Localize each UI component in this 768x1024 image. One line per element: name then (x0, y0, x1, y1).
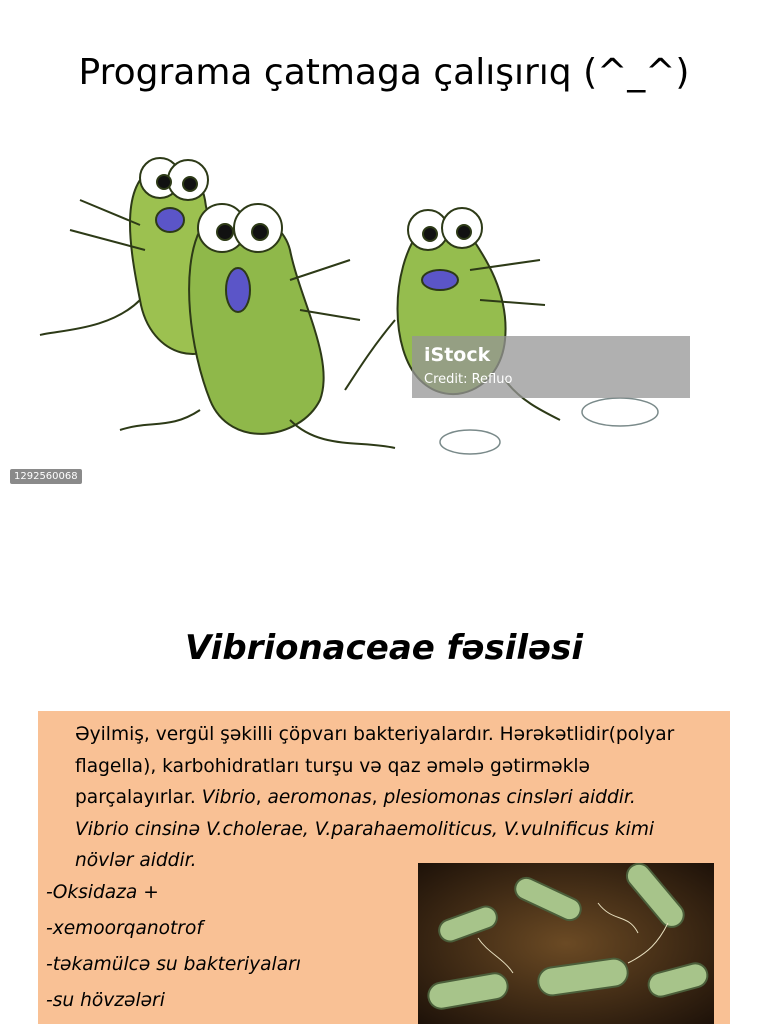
section-heading: Vibrionaceae fəsiləsi (184, 628, 584, 668)
list-item: -Oksidaza + (46, 882, 159, 903)
list-item: -su hövzələri (46, 990, 165, 1011)
genus-vibrio: Vibrio (201, 787, 256, 808)
separator: , (371, 787, 378, 808)
paragraph-text: Əyilmiş, vergül şəkilli çöpvarı bakteriyalardır. Hərəkətlidir(polyar flagella), karbohidratları turşu və qaz əmələ gətirməklə parçalayırlar. (75, 724, 675, 808)
separator: , (255, 787, 268, 808)
list-item: -xemoorqanotrof (46, 918, 203, 939)
istock-watermark (412, 336, 690, 398)
list-item: -təkamülcə su bakteriyaları (46, 954, 301, 975)
content-box (38, 711, 730, 1024)
stock-image-id: 1292560068 (10, 469, 82, 484)
description-paragraph (75, 719, 695, 877)
watermark-credit: Credit: Refluo (424, 372, 513, 387)
vibrio-microscope-photo (418, 863, 714, 1024)
cartoon-bacteria-illustration (0, 130, 768, 500)
watermark-brand: iStock (424, 344, 491, 366)
page-title: Programa çatmaga çalışırıq (^_^) (78, 52, 690, 93)
dust-cloud (440, 398, 658, 454)
property-list (46, 875, 301, 1019)
genus-aeromonas: aeromonas (267, 787, 372, 808)
paragraph-italic-text: plesiomonas cinsləri aiddir. Vibrio cinsinə V.cholerae, V.parahaemoliticus, V.vulnificus kimi növlər aiddir. (75, 787, 655, 871)
